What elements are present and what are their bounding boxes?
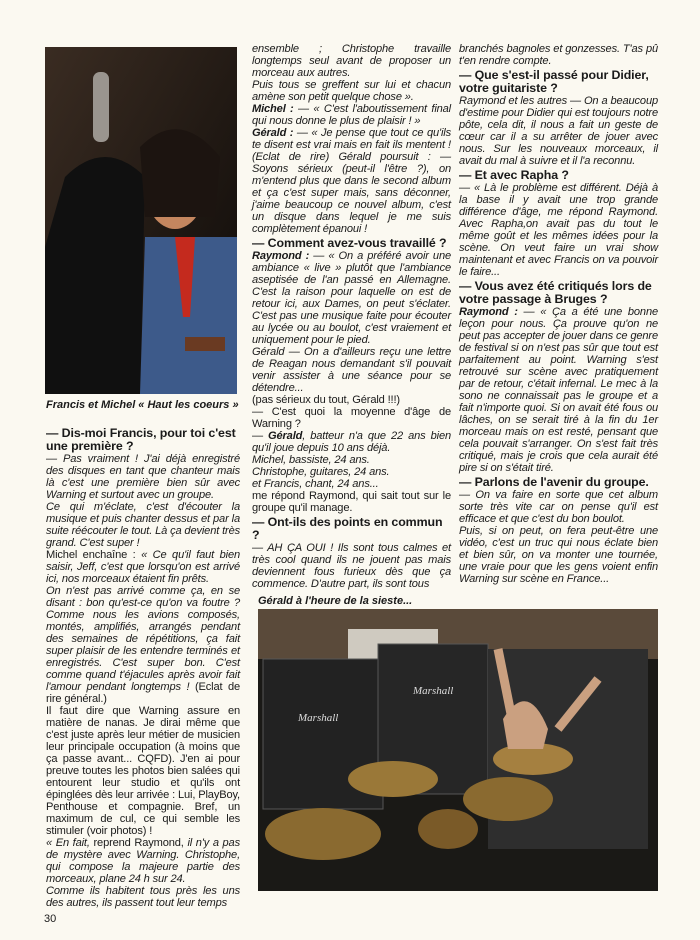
paragraph (459, 306, 658, 474)
paragraph (252, 103, 451, 127)
text-run: — Ont-ils des points en commun ? (252, 515, 443, 542)
text-run: — « C'est l'aboutissement final qui nous donne le plus de plaisir ! » (252, 103, 451, 127)
interview-question (459, 69, 658, 95)
photo2-caption: Gérald à l'heure de la sieste... (258, 595, 413, 607)
text-run: — Pas vraiment ! J'ai déjà enregistré des disques en tant que chanteur mais là c'est une première bien sûr avec Warning et surtout avec un groupe. (46, 453, 240, 501)
paragraph (252, 43, 451, 79)
text-run: — C'est quoi la moyenne d'âge de Warning ? (252, 406, 451, 430)
paragraph (459, 43, 658, 67)
amp-logo: Marshall (413, 685, 454, 697)
interview-question (459, 280, 658, 306)
text-run: branchés bagnoles et gonzesses. T'as pû t'en rendre compte. (459, 43, 658, 67)
column-2 (252, 43, 451, 590)
paragraph (252, 394, 451, 406)
text-run: Christophe, guitares, 24 ans. (252, 466, 390, 478)
paragraph (46, 501, 240, 549)
photo-gerald-drums (258, 609, 658, 891)
text-run: « En fait, (46, 837, 90, 849)
paragraph (252, 478, 451, 490)
text-run: Il faut dire que Warning assure en matière de nanas. Je dirai même que c'est juste après leur métier de musicien leur principale occupation (à moins que ça passe avant... CQFD). J'en ai pour preuve toutes les photos bien salées qui entourent leur studio et qu'ils ont épinglées dès leur arrivée : Lui, PlayBoy, Penthouse et compagnie. Bref, un maximum de cul, ce qui semble les stimuler (voir photos) ! (46, 705, 240, 837)
text-run: — Vous avez été critiqués lors de votre passage à Bruges ? (459, 279, 652, 306)
text-run: — Que s'est-il passé pour Didier, votre guitariste ? (459, 68, 649, 95)
text-run: (pas sérieux du tout, Gérald !!!) (252, 394, 400, 406)
paragraph (46, 549, 240, 585)
text-run: Puis tous se greffent sur lui et chacun amène son petit quelque chose ». (252, 79, 451, 103)
interview-question (459, 476, 658, 489)
paragraph (46, 585, 240, 705)
interview-question (46, 427, 240, 453)
text-run: — « On a préféré avoir une ambiance « live » plutôt que l'ambiance aseptisée de l'an passé en Allemagne. C'est la raison pour laquelle on est de retour ici, aux Dames, on peut s'éclater. C'est pas une musique faite pour écouter au lycée ou au boulot, c'est vraiement et uniquement pour le pied. (252, 250, 451, 346)
page-number: 30 (44, 913, 57, 925)
paragraph (252, 490, 451, 514)
text-run: « Ce qu'il faut bien saisir, Jeff, c'est que lorsqu'on est arrivé ici, nos morceaux étaient fin prêts. (46, 549, 241, 585)
text-run: On n'est pas arrivé comme ça, en se disant : bon qu'est-ce qu'on va foutre ? Comme nous les avions composés, montés, amplifiés, arrangés pendant des semaines de répétitions, ça fait super plaisir de les entendre terminés et enregistrés. C'est super bon. C'est comme quand t'éjacules après avoir fait l'amour pendant longtemps ! (46, 585, 240, 693)
text-run: , batteur n'a que 22 ans bien qu'il joue depuis 10 ans déjà. (252, 430, 451, 454)
text-run: — Parlons de l'avenir du groupe. (459, 475, 649, 489)
text-run: ensemble ; Christophe travaille longtemps seul avant de proposer un morceau aux autres. (252, 43, 451, 79)
interview-question (252, 516, 451, 542)
interview-question (252, 237, 451, 250)
text-run: Raymond : (459, 306, 518, 318)
photo1-caption: Francis et Michel « Haut les coeurs » (46, 399, 239, 411)
text-run: — Et avec Rapha ? (459, 168, 569, 182)
cymbal (463, 777, 553, 821)
text-run: — AH ÇA OUI ! Ils sont tous calmes et très cool quand ils ne jouent pas mais deviennent fous furieux dès que ça commence. D'autre part, ils sont tous (252, 542, 451, 590)
paragraph (252, 430, 451, 454)
text-run: — « Je pense que tout ce qu'ils te disent est vrai mais en fait ils mentent ! (Eclat de rire) Gérald poursuit : — Soyons sérieux (peut-il l'être ?), on m'entend plus que dans le second album et ça c'est super mais, sans déconner, j'aime beaucoup ce nouvel album, c'est un disque dans lequel je me suis complètement épanoui ! (252, 127, 451, 235)
amp-logo: Marshall (298, 712, 339, 724)
text-run: Michel, bassiste, 24 ans. (252, 454, 370, 466)
text-run: — « Là le problème est différent. Déjà à la base il y avait une trop grande différence d'âge, me répond Raymond. Avec Rapha,on avait pas du tout le même goût et les mêmes idées pour la scène. On veut faire un vrai show maintenant et avec Francis on va pouvoir le faire... (459, 182, 658, 278)
text-run: Gérald : (252, 127, 294, 139)
paragraph (252, 466, 451, 478)
text-run: Michel : (252, 103, 294, 115)
column-3 (459, 43, 658, 585)
text-run: Raymond : (252, 250, 310, 262)
paragraph (252, 542, 451, 590)
text-run: — « Ça a été une bonne leçon pour nous. Ça prouve qu'on ne peut pas accepter de jouer dans ce genre de festival si on n'est pas sûr que tout est parfaitement au point. Warning s'est retrouvé sur scène avec pratiquement par de retour, c'était infernal. Le mec à la sono ne connaissait pas le groupe et a fait n'importe quoi. Si on avait été fous ou lâches, on se serait tiré à la fin du 1er morceau mais on est resté, pensant que cela pouvait s'arranger. On s'est fait très critiqué, mais je crois que cela aurait été pire si on s'était tiré. (459, 306, 658, 474)
paragraph (252, 127, 451, 235)
text-run: Gérald — On a d'ailleurs reçu une lettre de Reagan nous demandant s'il pouvait venir assister à une séance pour se détendre... (252, 346, 451, 394)
text-run: — On va faire en sorte que cet album sorte très vite car on pense qu'il est efficace et que c'est du bon boulot. (459, 489, 658, 525)
paragraph (46, 705, 240, 837)
text-run: reprend Raymond, (89, 837, 188, 849)
text-run: Puis, si on peut, on fera peut-être une vidéo, c'est un truc qui nous éclate bien et bien sûr, on va monter une tournée, une vraie pour que les gens voient enfin Warning sur scène en France... (459, 525, 658, 585)
interview-question (459, 169, 658, 182)
paragraph (46, 885, 240, 909)
singers-photo-illustration (45, 47, 237, 394)
paragraph (252, 79, 451, 103)
paragraph (252, 406, 451, 430)
paragraph (459, 95, 658, 167)
paragraph (46, 837, 240, 885)
text-run: — Dis-moi Francis, pour toi c'est une première ? (46, 426, 236, 453)
cymbal (348, 761, 438, 797)
microphone-icon (93, 72, 109, 142)
text-run: il n'y a pas de mystère avec Warning. Christophe, qui compose la majeure partie des morceaux, plane 24 h sur 24. (46, 837, 240, 885)
paragraph (459, 182, 658, 278)
paragraph (46, 453, 240, 501)
text-run: Comme ils habitent tous près les uns des autres, ils passent tout leur temps (46, 885, 240, 909)
text-run: Ce qui m'éclate, c'est d'écouter la musique et puis chanter dessus et par la suite réécouter le tout. Là ça devient très grand. C'est super ! (46, 501, 240, 549)
paragraph (252, 454, 451, 466)
cymbal (418, 809, 478, 849)
text-run: Gérald (268, 430, 303, 442)
paragraph (252, 346, 451, 394)
text-run: me répond Raymond, qui sait tout sur le groupe qu'il manage. (252, 490, 451, 514)
paragraph (459, 525, 658, 585)
column-1 (46, 425, 240, 909)
text-run: et Francis, chant, 24 ans... (252, 478, 379, 490)
text-run: — Comment avez-vous travaillé ? (252, 236, 447, 250)
text-run: Raymond et les autres — On a beaucoup d'estime pour Didier qui est toujours notre pôte, cela dit, il nous a fait un geste de cœur car il a su arrêter de jouer avec nous. Sur les nouveaux morceaux, il avait du mal à suivre et il l'a reconnu. (459, 95, 658, 167)
cymbal (265, 808, 381, 860)
paragraph (459, 489, 658, 525)
text-run: Michel enchaîne : (46, 549, 142, 561)
photo-francis-michel (45, 47, 237, 394)
text-run: (Eclat de rire général.) (46, 681, 240, 705)
paragraph (252, 250, 451, 346)
drummer-photo-illustration (258, 609, 658, 891)
text-run: — (252, 430, 269, 442)
